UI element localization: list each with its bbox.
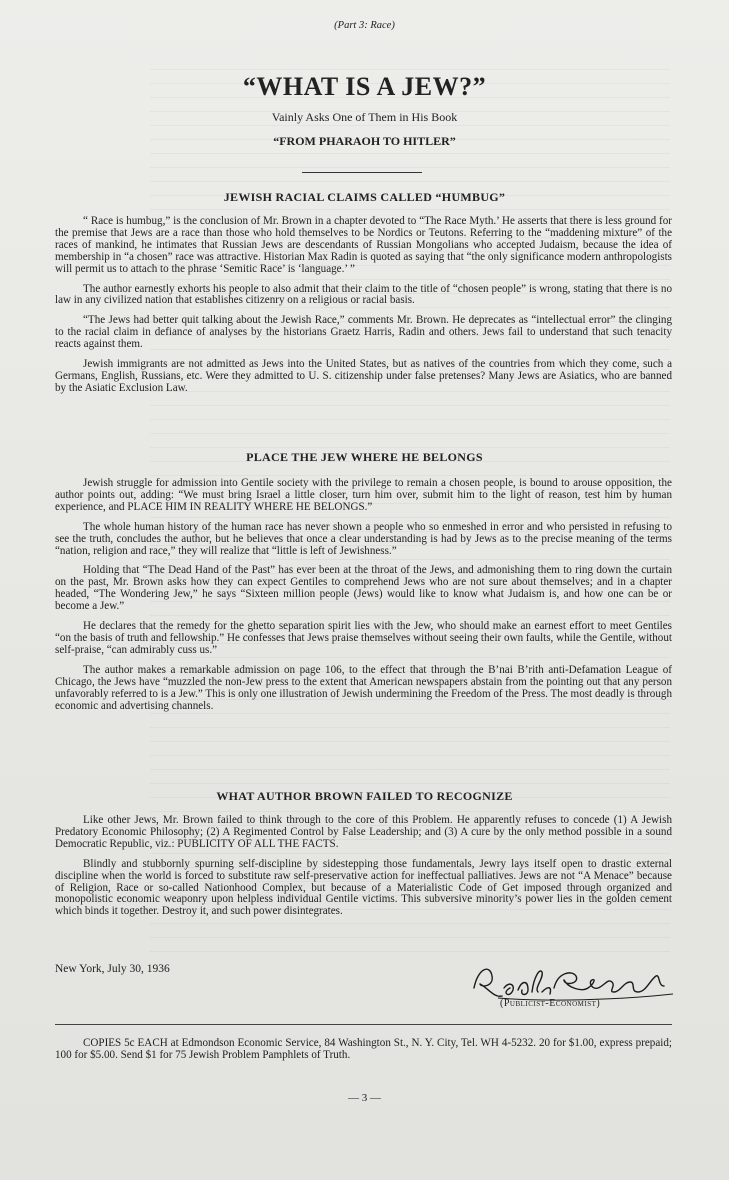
part-label: (Part 3: Race) — [334, 20, 395, 31]
page-title: “WHAT IS A JEW?” — [242, 72, 487, 101]
paragraph: “The Jews had better quit talking about the Jewish Race,” comments Mr. Brown. He deprecates as “intellectual error” the clinging to the racial claim in defiance of analyses by the historians Graetz Harris, Radin and others. Jews fail to understand that such tenacity reacts against them. — [55, 314, 672, 351]
paragraph: The author earnestly exhorts his people to also admit that their claim to the title of “chosen people” is wrong, stating that there is no law in any civilized nation that establishes citizenry on a religious or racial basis. — [55, 282, 672, 307]
paragraph: Blindly and stubbornly spurning self-discipline by sidestepping those fundamentals, Jewry lays itself open to drastic external discipline when the world is forced to substitute raw self-preservative action for ineffectual palliatives. Jews are not “A Menace” because of Religion, Race or so-called Nationhood Complex, but because of a Materialistic Code of Get imposed through organized and monopolistic economic weaponry upon helpless individual Gentile victims. This subversive minority’s power lies in the golden cement which binds it together. Destroy it, and such power disintegrates. — [55, 857, 672, 918]
paragraph: Like other Jews, Mr. Brown failed to think through to the core of this Problem. He apparently refuses to concede (1) A Jewish Predatory Economic Philosophy; (2) A Regimented Control by False Leadership; and (3) A cure by the only method possible in a sound Democratic Republic, viz.: PUBLICITY OF ALL THE FACTS. — [55, 814, 672, 850]
dateline: New York, July 30, 1936 — [55, 963, 170, 975]
signer-title — [500, 998, 600, 1009]
paragraph: Jewish immigrants are not admitted as Jews into the United States, but as natives of the countries from which they come, such a Germans, English, Russians, etc. Were they admitted to U. S. citizenship under false pretenses? Many Jews are Asiatics, who are banned by the Asiatic Exclusion Law. — [55, 358, 672, 394]
copies-notice — [55, 1037, 672, 1061]
paragraph: Holding that “The Dead Hand of the Past” has ever been at the throat of the Jews, and admonishing them to ring down the curtain on the past, Mr. Brown asks how they can expect Gentiles to comprehend Jews who are not sure about themselves; and in a chapter headed, “The Wondering Jew,” he says “Sixteen million people (Jews) would like to know what Judaism is, and how one can be or become a Jew.” — [55, 564, 672, 613]
paragraph: The author makes a remarkable admission on page 106, to the effect that through the B’nai B’rith anti-Defamation League of Chicago, the Jews have “muzzled the non-Jew press to the extent that American newspapers abstain from the pointing out that any person unfavorably referred to is a Jew.” This is only one illustration of Jewish undermining the Freedom of the Press. The most deadly is through economic and advertising channels. — [55, 663, 672, 712]
signer-title-text: (Publicist-Economist) — [500, 998, 601, 1009]
footer-divider — [55, 1024, 672, 1025]
page-number: — 3 — — [348, 1092, 381, 1104]
paragraph: Jewish struggle for admission into Gentile society with the privilege to remain a chosen people, is bound to arouse opposition, the author points out, adding: “We must bring Israel a little closer, turn him over, submit him to the light of reason, test him by human experience, and PLACE HIM IN REALITY WHERE HE BELONGS.” — [55, 477, 672, 513]
section-body-place-the-jew — [55, 478, 672, 720]
paragraph: The whole human history of the human race has never shown a people who so enmeshed in error and who persisted in refusing to see the truth, concludes the author, but he believes that once a clear understanding is had by Jews as to the precise meaning of the terms “nation, religion and race,” they will realize that “little is left of Jewishness.” — [55, 520, 672, 557]
paragraph: “ Race is humbug,” is the conclusion of Mr. Brown in a chapter devoted to “The Race Myth.’ He asserts that there is less ground for the premise that Jews are a race than those who hold themselves to be Nordics or Teutons. Referring to the “maddening mixture” of the races of mankind, he intimates that Russian Jews are descendants of Russian Mongolians who accepted Judaism, because the idea of membership in “a chosen” race was attractive. Historian Max Radin is quoted as saying that “the only significance modern anthropologists will permit us to attach to the phrase ‘Semitic Race’ is ‘language.’ ” — [55, 215, 672, 275]
section-heading-failed-to-recognize: WHAT AUTHOR BROWN FAILED TO RECOGNIZE — [216, 789, 513, 803]
book-title: “FROM PHARAOH TO HITLER” — [273, 134, 456, 148]
title-divider — [302, 172, 422, 173]
section-heading-racial-claims: JEWISH RACIAL CLAIMS CALLED “HUMBUG” — [223, 190, 506, 204]
subtitle: Vainly Asks One of Them in His Book — [271, 110, 458, 124]
copies-text: COPIES 5c EACH at Edmondson Economic Service, 84 Washington St., N. Y. City, Tel. WH 4-5232. 20 for $1.00, express prepaid; 100 for $5.00. Send $1 for 75 Jewish Problem Pamphlets of Truth. — [55, 1037, 672, 1061]
paragraph: He declares that the remedy for the ghetto separation spirit lies with the Jew, who should make an earnest effort to meet Gentiles “on the basis of truth and fellowship.” He confesses that Jews praise themselves without seeing their own faults, while the Gentile, without self-praise, “can admirably cuss us.” — [55, 620, 672, 656]
section-body-failed-to-recognize — [55, 815, 672, 926]
section-heading-place-the-jew: PLACE THE JEW WHERE HE BELONGS — [246, 450, 483, 464]
section-body-racial-claims — [55, 216, 672, 403]
